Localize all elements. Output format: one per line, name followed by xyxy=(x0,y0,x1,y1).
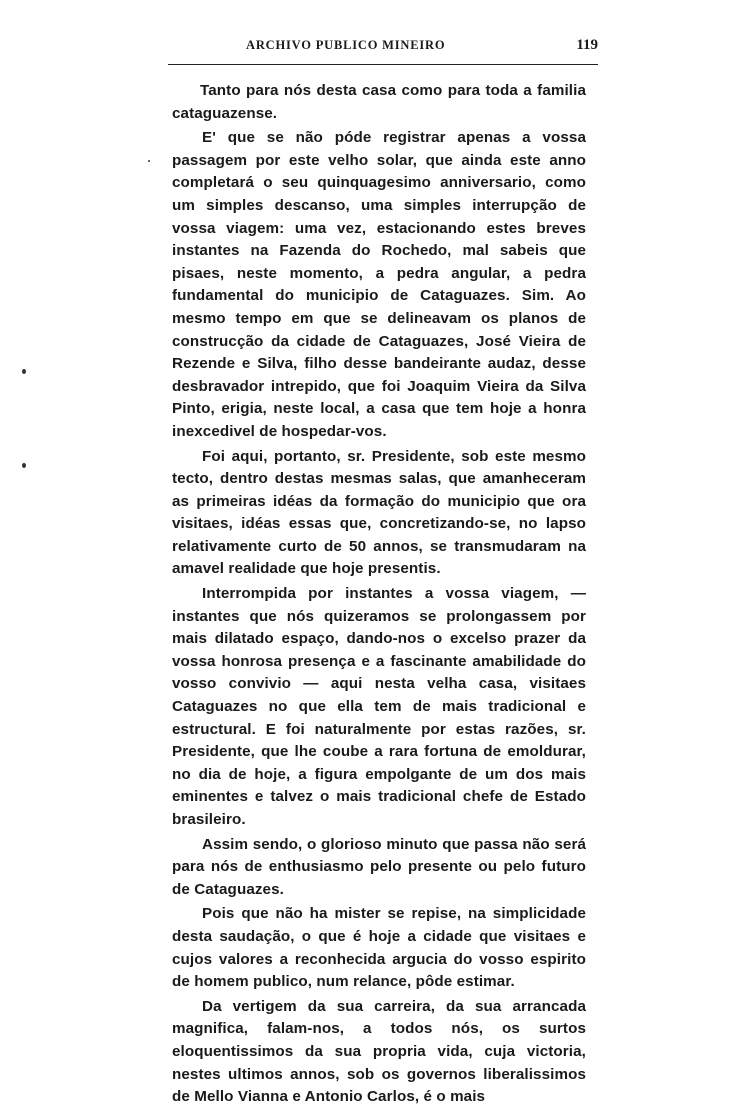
paragraph: E' que se não póde registrar apenas a vossa passagem por este velho solar, que ainda este anno completará o seu quinquagesimo anniversario, como um simples descanso, uma simples interrupção de vossa viagem: uma vez, estacionando estes breves instantes na Fazenda do Rochedo, mal sabeis que pisaes, neste momento, a pedra angular, a pedra fundamental do municipio de Cataguazes. Sim. Ao mesmo tempo em que se delineavam os planos de construcção da cidade de Cataguazes, José Vieira de Rezende e Silva, filho desse bandeirante audaz, desse desbravador intrepido, que foi Joaquim Vieira da Silva Pinto, erigia, neste local, a casa que tem hoje a honra inexcedivel de hospedar-vos. xyxy=(172,129,586,440)
running-head: ARCHIVO PUBLICO MINEIRO xyxy=(246,38,446,52)
scan-speck xyxy=(148,160,150,162)
paragraph: Pois que não ha mister se repise, na simplicidade desta saudação, o que é hoje a cidade que visitaes e cujos valores a reconhecida argucia do vosso espirito de homem publico, num relance, pôde estimar. xyxy=(172,905,586,991)
paragraph: Interrompida por instantes a vossa viagem, — instantes que nós quizeramos se prolongassem por mais dilatado espaço, dando-nos o excelso prazer da vossa honrosa presença e a fascinante amabilidade do vosso convivio — aqui nesta velha casa, visitaes Cataguazes no que ella tem de mais tradicional e estructural. E foi naturalmente por estas razões, sr. Presidente, que lhe coube a rara fortuna de emoldurar, no dia de hoje, a figura empolgante de um dos mais eminentes e talvez o mais tradicional chefe de Estado brasileiro. xyxy=(172,585,586,828)
paragraph: Da vertigem da sua carreira, da sua arrancada magnifica, falam-nos, a todos nós, os surtos eloquentissimos da sua propria vida, cuja victoria, nestes ultimos annos, sob os governos liberalissimos de Mello Vianna e Antonio Carlos, é o mais xyxy=(172,997,586,1106)
scan-speck xyxy=(22,463,26,468)
page-header xyxy=(168,38,598,60)
paragraph: Foi aqui, portanto, sr. Presidente, sob este mesmo tecto, dentro destas mesmas salas, que amanheceram as primeiras idéas da formação do municipio que ora visitaes, idéas essas que, concretizando-se, no lapso relativamente curto de 50 annos, se transmudaram na amavel realidade que hoje presentis. xyxy=(172,447,586,578)
header-rule xyxy=(168,64,598,65)
page-number: 119 xyxy=(576,37,598,53)
paragraph: Assim sendo, o glorioso minuto que passa não será para nós de enthusiasmo pelo presente ou pelo futuro de Cataguazes. xyxy=(172,835,586,898)
body-text xyxy=(172,80,586,1111)
scan-speck xyxy=(22,369,26,374)
paragraph: Tanto para nós desta casa como para toda a familia cataguazense. xyxy=(172,82,586,122)
